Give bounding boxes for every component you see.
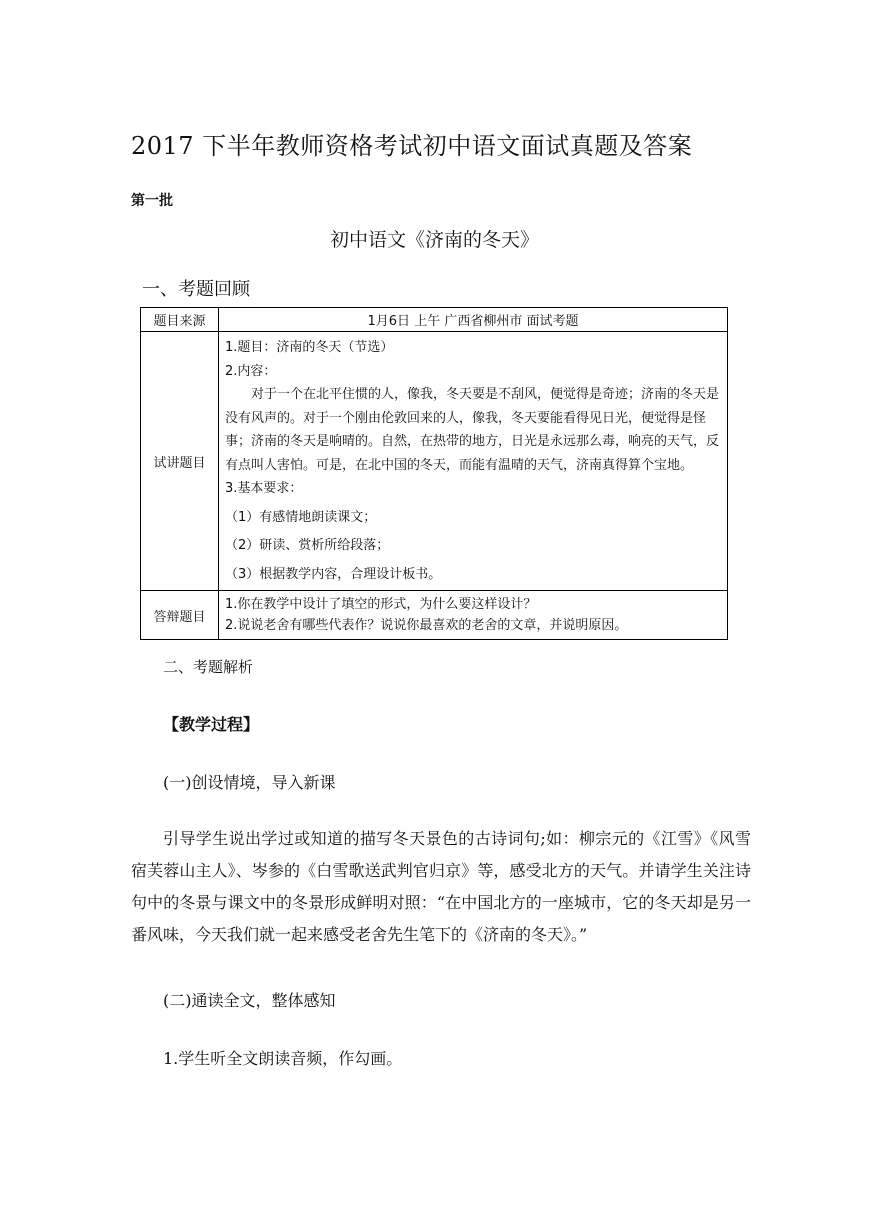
requirements-label: 3.基本要求： <box>225 481 303 496</box>
table-row <box>141 308 728 332</box>
source-value: 1月6日 上午 广西省柳州市 面试考题 <box>219 308 728 332</box>
defense-questions <box>219 591 728 640</box>
lecture-content <box>219 332 728 591</box>
batch-label: 第一批 <box>131 193 173 209</box>
lecture-label: 试讲题目 <box>141 332 219 591</box>
step-1-heading: (一)创设情境，导入新课 <box>163 773 336 792</box>
requirement-2: （2）研读、赏析所给段落； <box>225 538 390 553</box>
exam-question-table <box>140 307 728 640</box>
requirement-1: （1）有感情地朗读课文； <box>225 509 377 525</box>
defense-label: 答辩题目 <box>141 591 219 640</box>
lecture-content-label: 2.内容： <box>225 363 277 379</box>
table-row <box>141 591 728 640</box>
document-title: 2017 下半年教师资格考试初中语文面试真题及答案 <box>131 132 693 160</box>
section-heading-analysis: 二、考题解析 <box>163 658 254 676</box>
teaching-process-heading: 【教学过程】 <box>163 715 260 734</box>
lecture-passage: 对于一个在北平住惯的人，像我，冬天要是不刮风，便觉得是奇迹；济南的冬天是没有风声的。对于一个刚由伦敦回来的人，像我，冬天要能看得见日光，便觉得是怪事；济南的冬天是响晴的。自然，在热带的地方，日光是永远那么毒，响亮的天气，反有点叫人害怕。可是，在北中国的冬天，而能有温晴的天气，济南真得算个宝地。 <box>225 387 720 473</box>
step-2-item-1: 1.学生听全文朗读音频，作勾画。 <box>163 1049 403 1068</box>
step-1-paragraph: 引导学生说出学过或知道的描写冬天景色的古诗词句;如：柳宗元的《江雪》《风雪宿芙蓉山主人》、岑参的《白雪歌送武判官归京》等，感受北方的天气。并请学生关注诗句中的冬景与课文中的冬景形成鲜明对照：“在中国北方的一座城市，它的冬天却是另一番风味，今天我们就一起来感受老舍先生笔下的《济南的冬天》。” <box>131 829 751 944</box>
table-row <box>141 332 728 591</box>
requirement-3: （3）根据教学内容，合理设计板书。 <box>225 566 442 582</box>
defense-question-1: 1.你在教学中设计了填空的形式，为什么要这样设计？ <box>225 597 537 612</box>
lecture-topic: 1.题目：济南的冬天（节选） <box>225 340 394 355</box>
defense-question-2: 2.说说老舍有哪些代表作？说说你最喜欢的老舍的文章，并说明原因。 <box>225 618 628 633</box>
section-heading-review: 一、考题回顾 <box>142 279 250 300</box>
lesson-subtitle: 初中语文《济南的冬天》 <box>329 229 539 251</box>
source-label: 题目来源 <box>141 308 219 332</box>
step-2-heading: (二)通读全文，整体感知 <box>163 991 336 1010</box>
